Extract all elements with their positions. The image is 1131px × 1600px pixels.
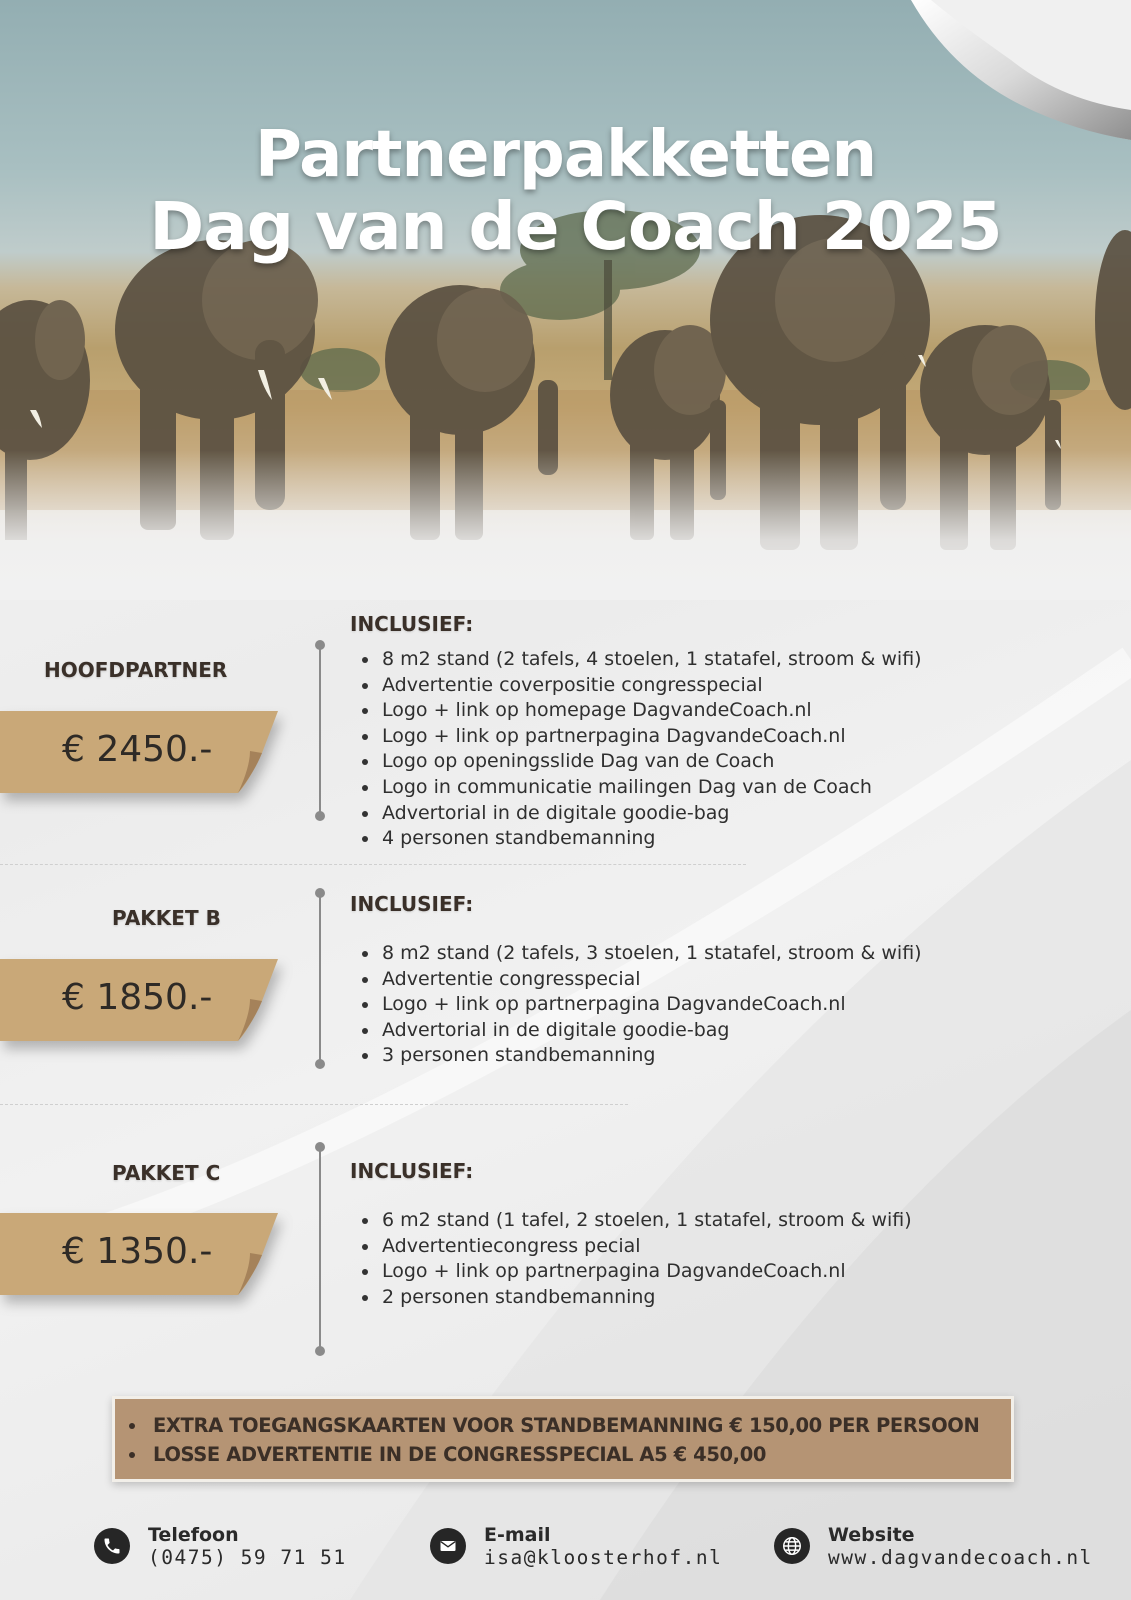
title-line-1: Partnerpakketten: [254, 118, 877, 192]
list-item: 6 m2 stand (1 tafel, 2 stoelen, 1 statafel, stroom & wifi): [382, 1208, 912, 1234]
includes-heading: INCLUSIEF:: [350, 612, 474, 636]
website-label: Website: [828, 1524, 915, 1546]
list-item: 8 m2 stand (2 tafels, 4 stoelen, 1 statafel, stroom & wifi): [382, 647, 922, 673]
globe-icon: [774, 1528, 810, 1564]
list-item: Logo + link op partnerpagina DagvandeCoach.nl: [382, 724, 922, 750]
hero-banner: [0, 0, 1131, 600]
extras-item: EXTRA TOEGANGSKAARTEN VOOR STANDBEMANNING € 150,00 PER PERSOON: [153, 1411, 1011, 1440]
phone-icon: [94, 1528, 130, 1564]
price-tag-pakket-b: [0, 959, 280, 1041]
package-separator-line: [319, 645, 321, 816]
section-divider: [0, 1104, 628, 1105]
list-item: Logo op openingsslide Dag van de Coach: [382, 749, 922, 775]
includes-heading: INCLUSIEF:: [350, 1159, 474, 1183]
package-name-hoofdpartner: HOOFDPARTNER: [44, 658, 228, 682]
phone-number[interactable]: (0475) 59 71 51: [148, 1546, 347, 1569]
price-hoofdpartner: € 2450.-: [62, 729, 213, 770]
includes-heading: INCLUSIEF:: [350, 892, 474, 916]
list-item: Advertentie congresspecial: [382, 967, 922, 993]
list-item: Logo in communicatie mailingen Dag van de Coach: [382, 775, 922, 801]
package-separator-line: [319, 1147, 321, 1351]
email-address[interactable]: isa@kloosterhof.nl: [484, 1546, 723, 1569]
contact-phone: [94, 1524, 394, 1576]
package-name-pakket-c: PAKKET C: [112, 1161, 221, 1185]
email-label: E-mail: [484, 1524, 551, 1546]
list-item: Advertentiecongress pecial: [382, 1234, 912, 1260]
list-item: Logo + link op partnerpagina DagvandeCoach.nl: [382, 1259, 912, 1285]
website-url[interactable]: www.dagvandecoach.nl: [828, 1546, 1093, 1569]
extras-item: LOSSE ADVERTENTIE IN DE CONGRESSPECIAL A5 € 450,00: [153, 1440, 1011, 1469]
package-separator-line: [319, 893, 321, 1064]
list-item: Advertorial in de digitale goodie-bag: [382, 1018, 922, 1044]
price-tag-hoofdpartner: [0, 711, 280, 793]
list-item: Advertorial in de digitale goodie-bag: [382, 801, 922, 827]
contact-email: [430, 1524, 730, 1576]
section-divider: [0, 864, 746, 865]
list-item: 2 personen standbemanning: [382, 1285, 912, 1311]
list-item: Logo + link op partnerpagina DagvandeCoach.nl: [382, 992, 922, 1018]
list-item: 8 m2 stand (2 tafels, 3 stoelen, 1 statafel, stroom & wifi): [382, 941, 922, 967]
price-tag-pakket-c: [0, 1213, 280, 1295]
list-item: Logo + link op homepage DagvandeCoach.nl: [382, 698, 922, 724]
extras-box: [112, 1396, 1014, 1482]
phone-label: Telefoon: [148, 1524, 239, 1546]
includes-list-pakket-b: [382, 941, 922, 1069]
contact-website: [774, 1524, 1114, 1576]
list-item: 4 personen standbemanning: [382, 826, 922, 852]
includes-list-pakket-c: [382, 1208, 912, 1310]
title-line-2: Dag van de Coach 2025: [149, 188, 1002, 265]
list-item: 3 personen standbemanning: [382, 1043, 922, 1069]
list-item: Advertentie coverpositie congresspecial: [382, 673, 922, 699]
includes-list-hoofdpartner: [382, 647, 922, 852]
package-name-pakket-b: PAKKET B: [112, 906, 221, 930]
price-pakket-c: € 1350.-: [62, 1231, 213, 1272]
mail-icon: [430, 1528, 466, 1564]
price-pakket-b: € 1850.-: [62, 977, 213, 1018]
